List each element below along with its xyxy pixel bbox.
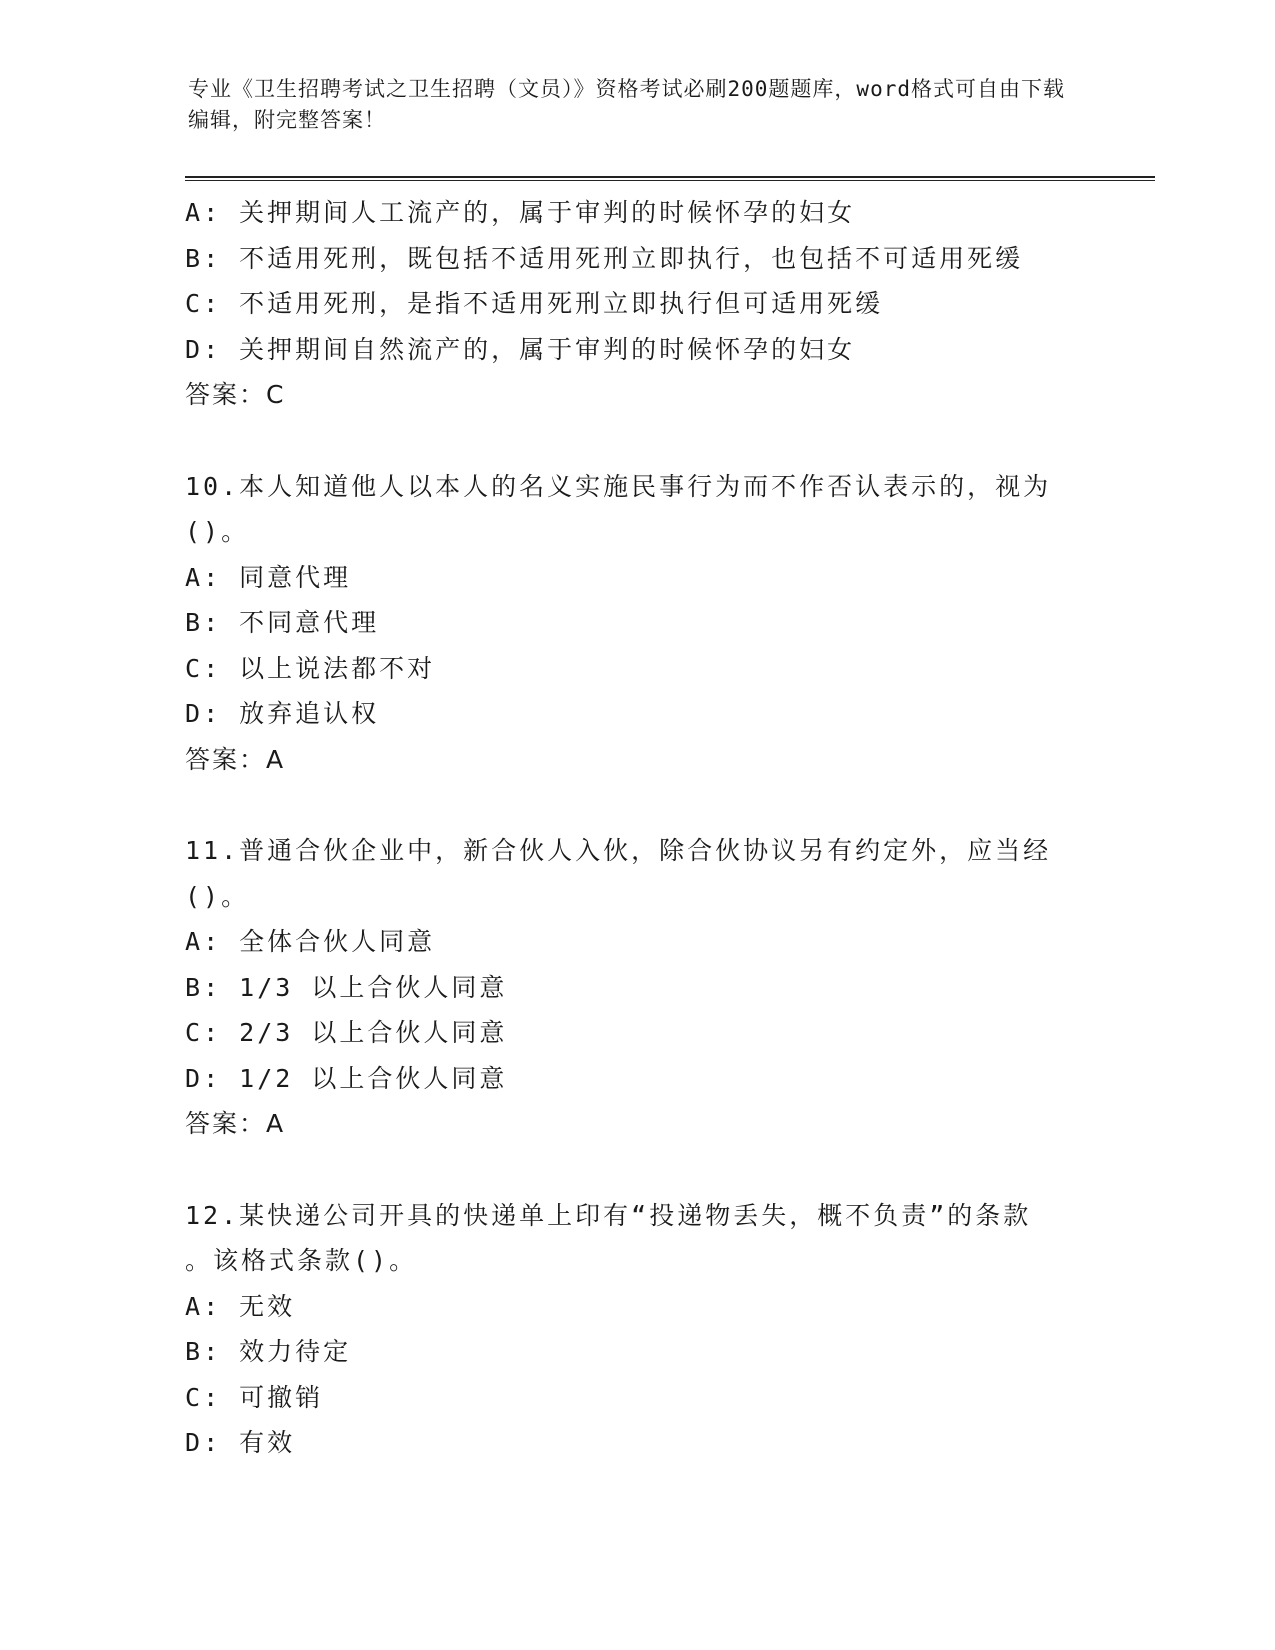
question-stem-continued: 。该格式条款()。	[185, 1246, 418, 1275]
option-d: D: 关押期间自然流产的，属于审判的时候怀孕的妇女	[185, 334, 856, 364]
question-stem-continued: ()。	[185, 517, 250, 546]
question-stem-continued: ()。	[185, 881, 250, 911]
answer-line: 答案：A	[185, 744, 286, 774]
question-stem: 10.本人知道他人以本人的名义实施民事行为而不作否认表示的，视为	[185, 471, 1052, 501]
question-stem: 11.普通合伙企业中，新合伙人入伙，除合伙协议另有约定外，应当经	[185, 836, 1052, 865]
option-b: B: 不适用死刑，既包括不适用死刑立即执行，也包括不可适用死缓	[185, 243, 1024, 273]
question-block-10	[185, 464, 1085, 783]
question-block-12	[185, 1193, 1085, 1466]
option-c: C: 以上说法都不对	[185, 653, 436, 683]
page-header-title: 专业《卫生招聘考试之卫生招聘（文员）》资格考试必刷200题题库，word格式可自由下载编辑，附完整答案！	[188, 77, 1065, 132]
answer-line: 答案：C	[185, 380, 286, 409]
option-a: A: 无效	[185, 1291, 296, 1321]
option-a: A: 同意代理	[185, 562, 352, 592]
question-list	[185, 190, 1085, 1466]
question-block-11	[185, 828, 1085, 1147]
option-c: C: 2/3 以上合伙人同意	[185, 1018, 508, 1047]
option-a: A: 全体合伙人同意	[185, 927, 436, 956]
option-b: B: 效力待定	[185, 1337, 352, 1366]
answer-line: 答案：A	[185, 1109, 286, 1138]
question-gap	[185, 418, 1085, 464]
question-gap	[185, 1147, 1085, 1193]
option-b: B: 不同意代理	[185, 608, 380, 637]
question-block-9	[185, 190, 1085, 418]
option-d: D: 有效	[185, 1428, 296, 1457]
header-divider	[185, 176, 1155, 181]
option-c: C: 不适用死刑，是指不适用死刑立即执行但可适用死缓	[185, 289, 884, 318]
option-d: D: 放弃追认权	[185, 699, 380, 728]
question-gap	[185, 782, 1085, 828]
question-stem: 12.某快递公司开具的快递单上印有“投递物丢失，概不负责”的条款	[185, 1200, 1032, 1230]
option-a: A: 关押期间人工流产的，属于审判的时候怀孕的妇女	[185, 198, 856, 227]
option-b: B: 1/3 以上合伙人同意	[185, 972, 508, 1002]
option-c: C: 可撤销	[185, 1382, 324, 1412]
option-d: D: 1/2 以上合伙人同意	[185, 1063, 508, 1093]
